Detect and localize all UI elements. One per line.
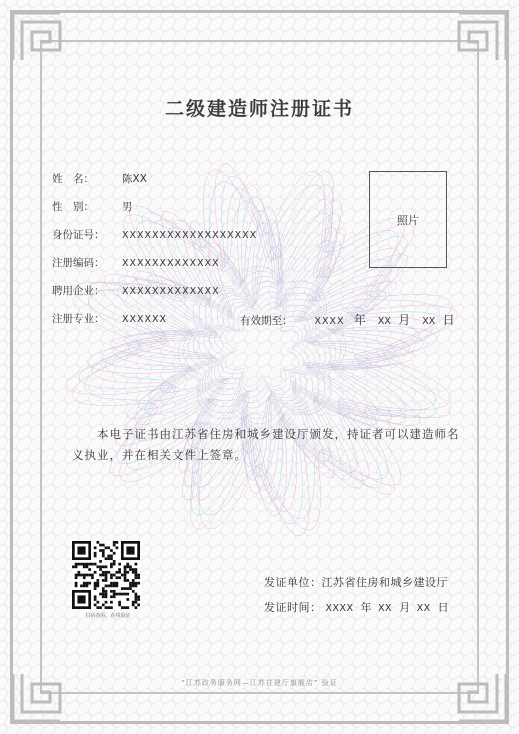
qr-finder-pattern — [77, 595, 85, 603]
qr-module — [102, 579, 105, 582]
qr-module — [83, 576, 86, 579]
qr-module — [132, 571, 135, 574]
issuer-unit-label: 发证单位： — [264, 576, 322, 589]
field-id-number-label: 身份证号： — [52, 229, 105, 241]
field-reg-number-value: XXXXXXXXXXXXX — [122, 258, 220, 269]
corner-ornament-bottom-right — [453, 668, 509, 724]
certificate-title: 二级建造师注册证书 — [164, 98, 354, 120]
qr-module — [118, 563, 121, 566]
qr-module — [124, 579, 127, 582]
qr-module — [83, 585, 86, 588]
qr-module — [135, 574, 138, 577]
qr-module — [129, 582, 132, 585]
qr-module — [135, 598, 138, 601]
qr-module — [110, 585, 113, 588]
qr-module — [113, 585, 116, 588]
qr-module — [102, 571, 105, 574]
qr-module — [102, 604, 105, 607]
qr-module — [129, 585, 132, 588]
qr-module — [77, 574, 80, 577]
qr-module — [107, 585, 110, 588]
qr-module — [121, 587, 124, 590]
photo-placeholder — [369, 171, 447, 268]
qr-module — [137, 574, 140, 577]
qr-module — [135, 563, 138, 566]
qr-module — [77, 563, 80, 566]
issue-date-label: 发证时间： — [264, 601, 322, 614]
qr-module — [126, 587, 129, 590]
qr-module — [94, 585, 97, 588]
qr-module — [86, 574, 89, 577]
qr-module — [83, 582, 86, 585]
qr-module — [132, 601, 135, 604]
qr-module — [135, 593, 138, 596]
qr-module — [105, 590, 108, 593]
qr-module — [135, 606, 138, 609]
qr-module — [132, 568, 135, 571]
qr-module — [96, 606, 99, 609]
qr-module — [110, 574, 113, 577]
qr-module — [110, 557, 113, 560]
qr-module — [72, 565, 75, 568]
validity-month: XX — [377, 316, 391, 327]
qr-module — [105, 606, 108, 609]
qr-module — [86, 582, 89, 585]
qr-module — [99, 574, 102, 577]
qr-module — [88, 568, 91, 571]
qr-module — [88, 574, 91, 577]
qr-module — [110, 576, 113, 579]
qr-module — [118, 593, 121, 596]
qr-module — [126, 565, 129, 568]
qr-module — [137, 576, 140, 579]
qr-module — [132, 582, 135, 585]
issue-day-unit: 日 — [437, 601, 450, 614]
qr-module — [88, 563, 91, 566]
qr-module — [99, 568, 102, 571]
qr-module — [99, 606, 102, 609]
qr-module — [126, 579, 129, 582]
qr-module — [105, 546, 108, 549]
qr-module — [105, 574, 108, 577]
qr-module — [105, 579, 108, 582]
qr-module — [94, 582, 97, 585]
qr-module — [94, 552, 97, 555]
qr-finder-pattern — [77, 546, 85, 554]
qr-module — [102, 549, 105, 552]
qr-module — [107, 546, 110, 549]
qr-module — [113, 595, 116, 598]
qr-module — [80, 585, 83, 588]
qr-module — [105, 557, 108, 560]
field-gender-value: 男 — [122, 201, 133, 213]
qr-module — [113, 544, 116, 547]
qr-module — [102, 574, 105, 577]
qr-module — [135, 601, 138, 604]
qr-module — [129, 587, 132, 590]
qr-module — [75, 576, 78, 579]
validity-year-unit: 年 — [353, 313, 366, 327]
qr-module — [96, 585, 99, 588]
qr-module — [94, 555, 97, 558]
field-name — [52, 171, 147, 186]
qr-module — [102, 595, 105, 598]
qr-module — [94, 546, 97, 549]
qr-module — [102, 587, 105, 590]
qr-module — [105, 571, 108, 574]
field-specialty-label: 注册专业： — [52, 313, 105, 325]
field-id-number — [52, 227, 257, 242]
qr-module — [102, 565, 105, 568]
qr-module — [75, 582, 78, 585]
qr-module — [113, 560, 116, 563]
issuer-unit-value: 江苏省住房和城乡建设厅 — [321, 576, 448, 589]
qr-module — [102, 590, 105, 593]
qr-module — [110, 582, 113, 585]
qr-module — [118, 568, 121, 571]
qr-module — [75, 565, 78, 568]
qr-module — [91, 563, 94, 566]
qr-module — [124, 576, 127, 579]
field-employer-label: 聘用企业： — [52, 285, 105, 297]
validity-day-unit: 日 — [442, 313, 455, 327]
qr-module — [118, 571, 121, 574]
qr-module — [132, 585, 135, 588]
qr-caption: 扫码查看，在线验证 — [85, 613, 131, 619]
qr-module — [137, 604, 140, 607]
qr-module — [121, 593, 124, 596]
qr-module — [107, 555, 110, 558]
qr-module — [102, 544, 105, 547]
qr-module — [94, 604, 97, 607]
field-reg-number-label: 注册编码： — [52, 257, 105, 269]
qr-module — [110, 601, 113, 604]
qr-module — [124, 574, 127, 577]
qr-module — [102, 552, 105, 555]
qr-module — [110, 565, 113, 568]
qr-module — [102, 593, 105, 596]
qr-module — [124, 593, 127, 596]
qr-module — [91, 576, 94, 579]
qr-module — [105, 585, 108, 588]
qr-module — [99, 593, 102, 596]
qr-module — [96, 565, 99, 568]
qr-module — [102, 555, 105, 558]
qr-module — [118, 604, 121, 607]
qr-module — [77, 571, 80, 574]
qr-finder-pattern — [126, 546, 134, 554]
qr-module — [113, 541, 116, 544]
qr-module — [137, 598, 140, 601]
qr-module — [132, 590, 135, 593]
qr-module — [86, 565, 89, 568]
qr-module — [110, 606, 113, 609]
qr-module — [105, 576, 108, 579]
corner-ornament-top-left — [10, 10, 66, 66]
field-employer — [52, 283, 220, 298]
qr-module — [124, 565, 127, 568]
corner-ornament-top-right — [453, 10, 509, 66]
qr-module — [105, 601, 108, 604]
qr-module — [121, 574, 124, 577]
qr-module — [96, 579, 99, 582]
qr-module — [75, 563, 78, 566]
qr-module — [107, 606, 110, 609]
qr-module — [124, 587, 127, 590]
qr-module — [121, 606, 124, 609]
qr-module — [129, 568, 132, 571]
field-validity — [240, 311, 455, 328]
qr-module — [137, 582, 140, 585]
qr-module — [88, 582, 91, 585]
field-specialty-value: XXXXXX — [122, 314, 168, 325]
qr-module — [86, 563, 89, 566]
qr-module — [113, 563, 116, 566]
qr-module — [110, 549, 113, 552]
qr-module — [94, 563, 97, 566]
field-reg-number — [52, 255, 220, 270]
qr-module — [124, 571, 127, 574]
qr-module — [113, 590, 116, 593]
qr-module — [113, 574, 116, 577]
field-name-label: 姓 名： — [52, 173, 94, 185]
qr-module — [132, 604, 135, 607]
qr-module — [80, 574, 83, 577]
issuer-unit — [264, 574, 448, 590]
qr-module — [96, 601, 99, 604]
field-gender-label: 性 别： — [52, 201, 94, 213]
corner-ornament-bottom-left — [10, 668, 66, 724]
qr-module — [135, 576, 138, 579]
qr-module — [91, 574, 94, 577]
qr-module — [83, 563, 86, 566]
qr-module — [116, 576, 119, 579]
qr-module — [135, 571, 138, 574]
issue-month: XX — [378, 603, 393, 614]
qr-module — [116, 546, 119, 549]
qr-module — [135, 568, 138, 571]
qr-module — [107, 557, 110, 560]
qr-module — [105, 565, 108, 568]
issue-day: XX — [416, 603, 431, 614]
qr-module — [96, 582, 99, 585]
qr-module — [110, 555, 113, 558]
qr-module — [113, 582, 116, 585]
qr-module — [129, 565, 132, 568]
field-validity-label: 有效期至： — [240, 315, 293, 327]
qr-module — [118, 601, 121, 604]
qr-module — [126, 571, 129, 574]
qr-module — [110, 563, 113, 566]
qr-module — [126, 598, 129, 601]
qr-code[interactable] — [72, 541, 140, 609]
field-specialty — [52, 311, 167, 326]
qr-module — [105, 593, 108, 596]
qr-module — [135, 595, 138, 598]
qr-module — [94, 595, 97, 598]
qr-module — [80, 563, 83, 566]
qr-module — [83, 574, 86, 577]
qr-module — [116, 593, 119, 596]
validity-day: XX — [422, 316, 436, 327]
qr-module — [124, 568, 127, 571]
qr-module — [96, 541, 99, 544]
qr-module — [116, 541, 119, 544]
qr-module — [94, 571, 97, 574]
qr-module — [107, 571, 110, 574]
qr-module — [110, 590, 113, 593]
photo-label: 照片 — [397, 213, 419, 227]
qr-module — [99, 549, 102, 552]
issue-year-unit: 年 — [360, 601, 373, 614]
qr-module — [118, 576, 121, 579]
qr-module — [137, 595, 140, 598]
qr-module — [113, 593, 116, 596]
qr-module — [105, 595, 108, 598]
qr-module — [124, 606, 127, 609]
certificate-statement: 本电子证书由江苏省住房和城乡建设厅颁发，持证者可以建造师名义执业，并在相关文件上签章。 — [72, 427, 460, 462]
issue-month-unit: 月 — [399, 601, 411, 614]
qr-module — [116, 582, 119, 585]
qr-module — [126, 606, 129, 609]
qr-module — [75, 574, 78, 577]
validity-year: XXXX — [314, 316, 345, 327]
footer-verification-note: “江苏政务服务网—江苏住建厅旗舰店” 验证 — [181, 679, 338, 687]
qr-module — [135, 582, 138, 585]
qr-module — [83, 565, 86, 568]
field-employer-value: XXXXXXXXXXXXX — [122, 286, 220, 297]
qr-module — [99, 560, 102, 563]
field-id-number-value: XXXXXXXXXXXXXXXXXX — [122, 230, 258, 241]
qr-module — [99, 565, 102, 568]
field-name-value: 陈XX — [122, 173, 147, 185]
qr-module — [116, 571, 119, 574]
qr-module — [132, 579, 135, 582]
field-gender — [52, 199, 133, 214]
qr-module — [113, 552, 116, 555]
qr-module — [126, 593, 129, 596]
qr-module — [75, 585, 78, 588]
qr-module — [116, 585, 119, 588]
qr-module — [135, 585, 138, 588]
issue-year: XXXX — [325, 603, 354, 614]
qr-module — [94, 598, 97, 601]
qr-module — [110, 595, 113, 598]
validity-month-unit: 月 — [398, 313, 411, 327]
qr-module — [126, 563, 129, 566]
issue-date — [264, 599, 449, 615]
qr-module — [99, 544, 102, 547]
qr-module — [86, 585, 89, 588]
qr-module — [94, 587, 97, 590]
